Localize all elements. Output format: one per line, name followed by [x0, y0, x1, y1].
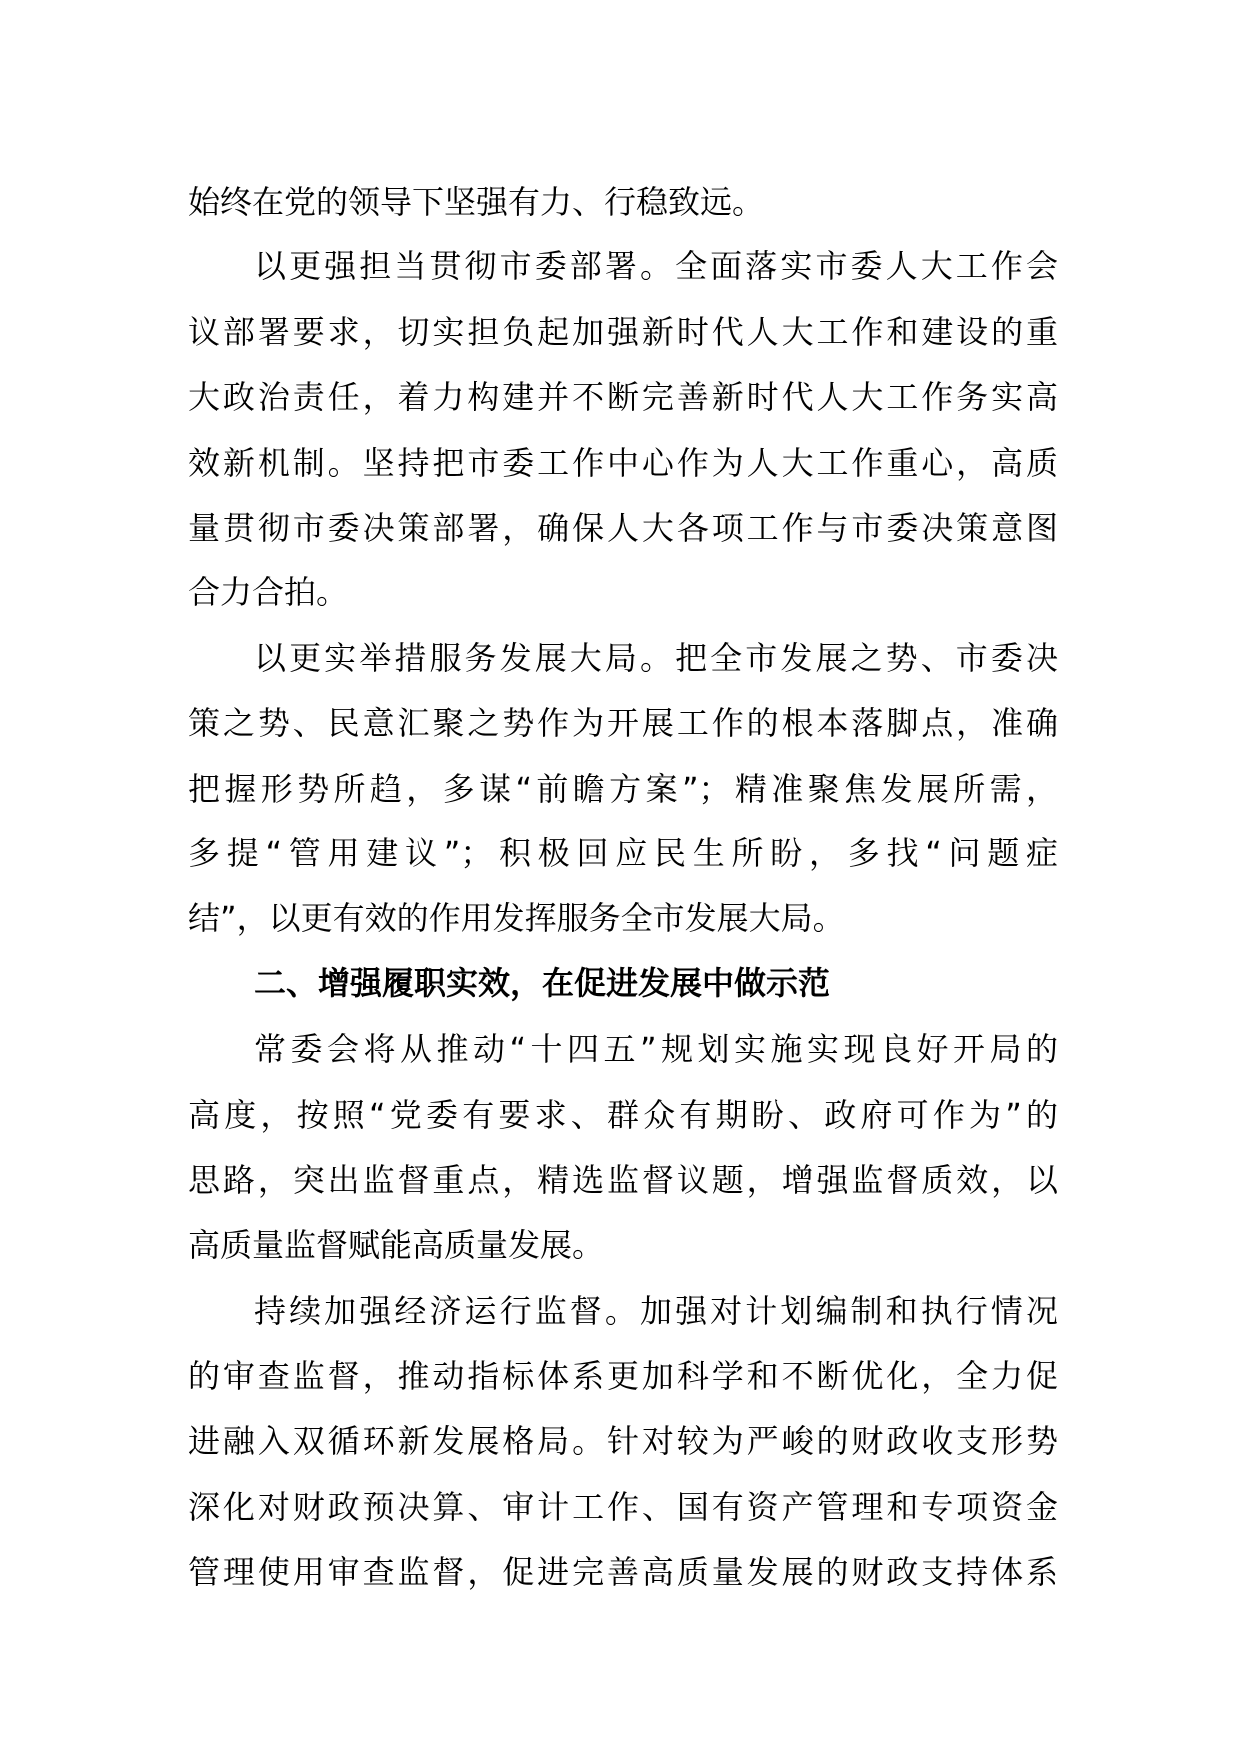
paragraph-line: 始终在党的领导下坚强有力、行稳致远。: [188, 183, 765, 221]
paragraph-line: 进融入双循环新发展格局。针对较为严峻的财政收支形势: [188, 1422, 1058, 1460]
paragraph-line: 合力合拍。: [188, 573, 349, 611]
paragraph-line: 思路，突出监督重点，精选监督议题，增强监督质效，以: [188, 1161, 1058, 1199]
paragraph-line: 深化对财政预决算、审计工作、国有资产管理和专项资金: [188, 1488, 1058, 1526]
section-heading: 二、增强履职实效，在促进发展中做示范: [254, 964, 831, 1002]
paragraph-line: 策之势、民意汇聚之势作为开展工作的根本落脚点，准确: [188, 704, 1058, 742]
paragraph-line: 持续加强经济运行监督。加强对计划编制和执行情况: [254, 1292, 1058, 1330]
paragraph-line: 以更实举措服务发展大局。把全市发展之势、市委决: [254, 639, 1058, 677]
paragraph-line: 以更强担当贯彻市委部署。全面落实市委人大工作会: [254, 247, 1058, 285]
paragraph-line: 多提“管用建议”；积极回应民生所盼，多找“问题症: [188, 834, 1058, 872]
paragraph-line: 高质量监督赋能高质量发展。: [188, 1226, 605, 1264]
paragraph-line: 量贯彻市委决策部署，确保人大各项工作与市委决策意图: [188, 509, 1058, 547]
paragraph-line: 的审查监督，推动指标体系更加科学和不断优化，全力促: [188, 1357, 1058, 1395]
paragraph-line: 效新机制。坚持把市委工作中心作为人大工作重心，高质: [188, 444, 1058, 482]
paragraph-line: 议部署要求，切实担负起加强新时代人大工作和建设的重: [188, 313, 1058, 351]
paragraph-line: 把握形势所趋，多谋“前瞻方案”；精准聚焦发展所需，: [188, 770, 1058, 808]
paragraph-line: 常委会将从推动“十四五”规划实施实现良好开局的: [254, 1030, 1058, 1068]
paragraph-line: 管理使用审查监督，促进完善高质量发展的财政支持体系: [188, 1553, 1058, 1591]
paragraph-line: 结”，以更有效的作用发挥服务全市发展大局。: [188, 899, 845, 937]
paragraph-line: 大政治责任，着力构建并不断完善新时代人大工作务实高: [188, 378, 1058, 416]
paragraph-line: 高度，按照“党委有要求、群众有期盼、政府可作为”的: [188, 1096, 1058, 1134]
